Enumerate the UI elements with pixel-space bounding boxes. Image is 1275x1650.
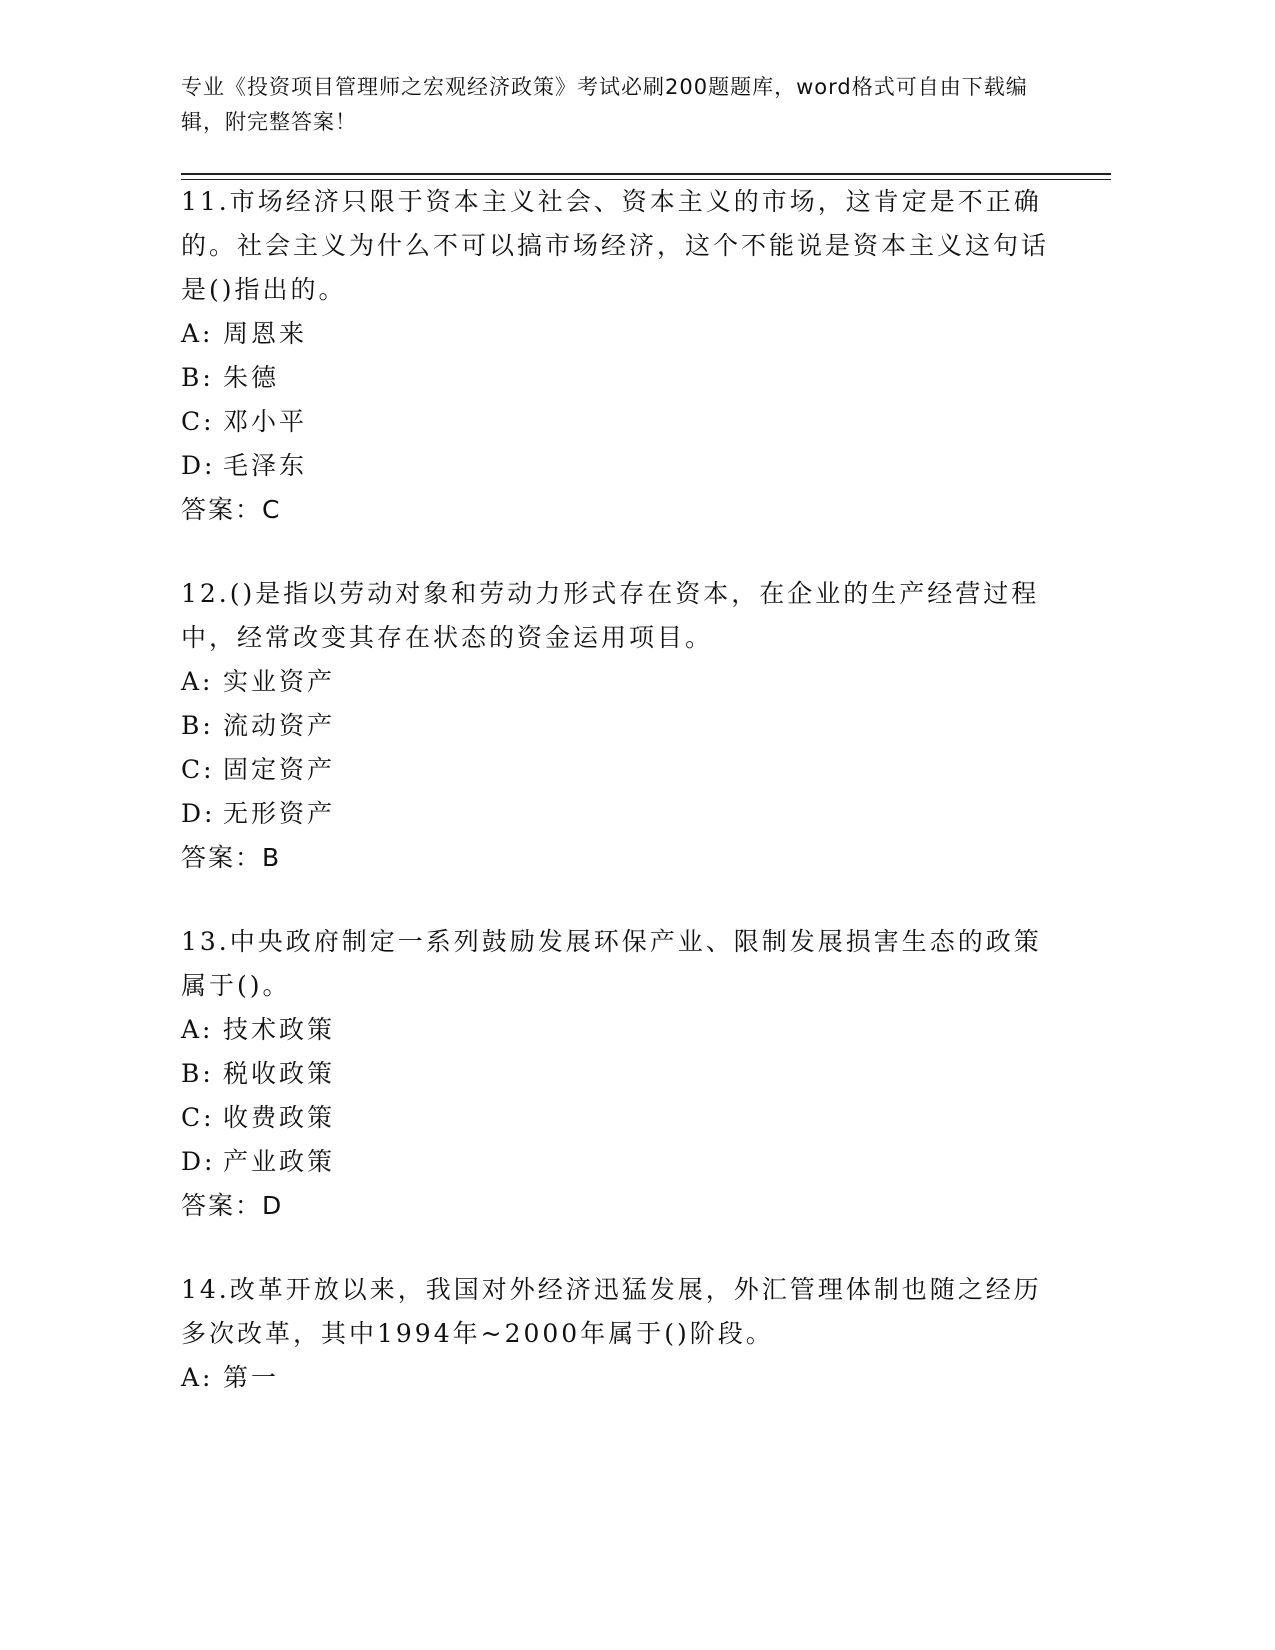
option-a [181, 1008, 1061, 1052]
option-letter: B: [181, 363, 214, 392]
option-letter: D: [181, 1147, 216, 1176]
option-b [181, 1052, 1061, 1096]
option-c [181, 1096, 1061, 1140]
question-text: 12.()是指以劳动对象和劳动力形式存在资本，在企业的生产经营过程中，经常改变其存在状态的资金运用项目。 [181, 579, 1040, 652]
option-a [181, 1356, 1061, 1400]
option-text: 朱德 [223, 363, 280, 392]
option-letter: A: [181, 1363, 214, 1392]
question-14 [181, 1268, 1061, 1400]
option-text: 第一 [223, 1363, 280, 1392]
option-text: 流动资产 [223, 711, 336, 740]
option-letter: B: [181, 711, 214, 740]
option-text: 周恩来 [223, 319, 308, 348]
question-12 [181, 572, 1061, 880]
option-text: 产业政策 [223, 1147, 336, 1176]
option-letter: D: [181, 799, 216, 828]
option-a [181, 660, 1061, 704]
header-divider-thick [181, 173, 1111, 175]
option-text: 实业资产 [223, 667, 336, 696]
option-letter: B: [181, 1059, 214, 1088]
option-b [181, 704, 1061, 748]
option-c [181, 400, 1061, 444]
document-intro: 专业《投资项目管理师之宏观经济政策》考试必刷200题题库，word格式可自由下载编辑，附完整答案！ [181, 75, 1028, 134]
option-text: 收费政策 [223, 1103, 336, 1132]
option-a [181, 312, 1061, 356]
option-text: 无形资产 [223, 799, 336, 828]
option-letter: C: [181, 755, 215, 784]
option-d [181, 1140, 1061, 1184]
option-letter: D: [181, 451, 216, 480]
option-text: 固定资产 [223, 755, 336, 784]
question-13 [181, 920, 1061, 1228]
option-b [181, 356, 1061, 400]
option-letter: A: [181, 1015, 214, 1044]
option-letter: A: [181, 319, 214, 348]
option-text: 税收政策 [223, 1059, 336, 1088]
option-text: 邓小平 [223, 407, 308, 436]
option-letter: C: [181, 1103, 215, 1132]
option-c [181, 748, 1061, 792]
answer-line: 答案：D [181, 1191, 284, 1220]
option-text: 毛泽东 [223, 451, 308, 480]
question-text: 13.中央政府制定一系列鼓励发展环保产业、限制发展损害生态的政策属于()。 [181, 927, 1042, 1000]
answer-line: 答案：B [181, 843, 282, 872]
question-text: 14.改革开放以来，我国对外经济迅猛发展，外汇管理体制也随之经历多次改革，其中1994年~2000年属于()阶段。 [181, 1275, 1042, 1348]
question-text: 11.市场经济只限于资本主义社会、资本主义的市场，这肯定是不正确的。社会主义为什么不可以搞市场经济，这个不能说是资本主义这句话是()指出的。 [181, 187, 1050, 304]
answer-line: 答案：C [181, 495, 282, 524]
option-d [181, 444, 1061, 488]
option-letter: C: [181, 407, 215, 436]
option-d [181, 792, 1061, 836]
option-text: 技术政策 [223, 1015, 336, 1044]
option-letter: A: [181, 667, 214, 696]
question-11 [181, 180, 1061, 532]
